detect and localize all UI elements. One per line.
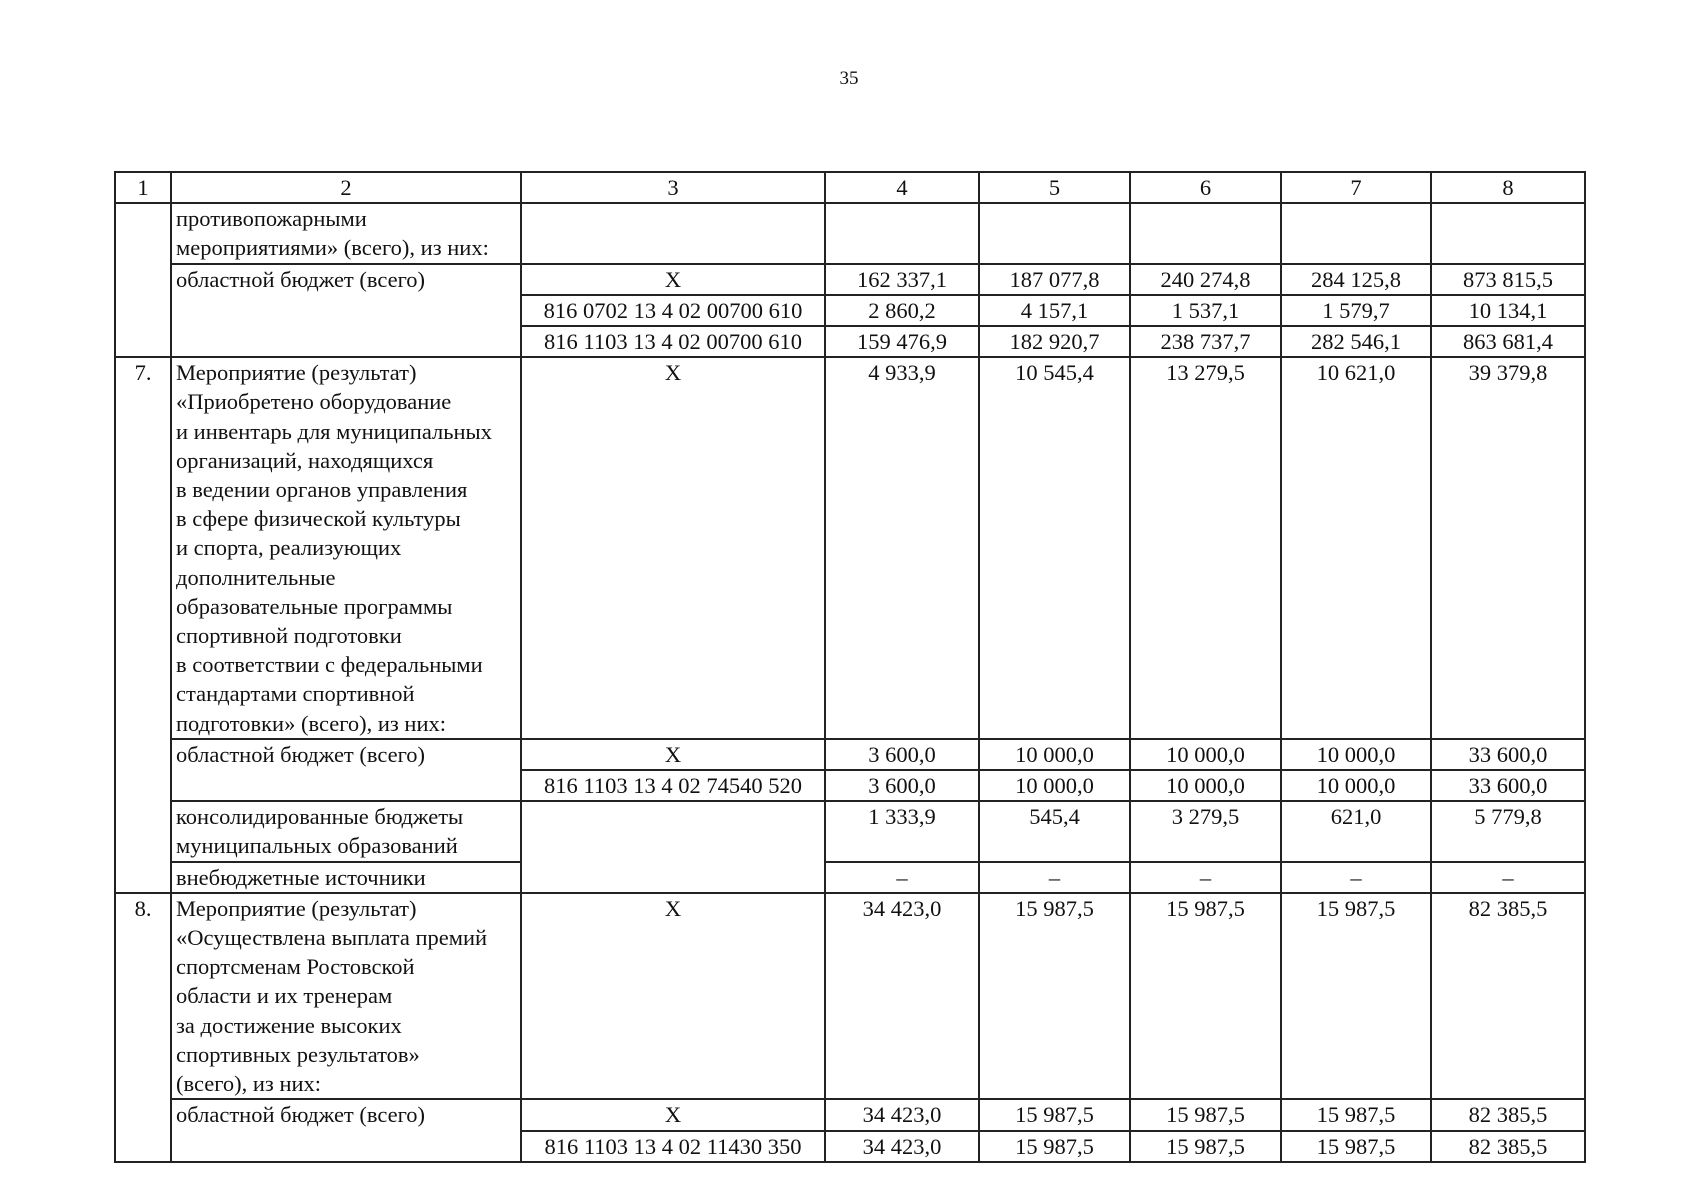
- value-cell: 15 987,5: [1281, 1131, 1431, 1162]
- row-code: X: [521, 893, 825, 1099]
- value-cell: 5 779,8: [1431, 801, 1585, 861]
- table-row: [115, 326, 1585, 357]
- row-number: [115, 1099, 171, 1130]
- row-name: [171, 770, 521, 801]
- value-cell: 4 157,1: [979, 295, 1130, 326]
- value-cell: 33 600,0: [1431, 770, 1585, 801]
- row-code: X: [521, 264, 825, 295]
- value-cell: 39 379,8: [1431, 357, 1585, 739]
- value-cell: 284 125,8: [1281, 264, 1431, 295]
- value-cell: 1 333,9: [825, 801, 979, 861]
- row-name: [171, 326, 521, 357]
- row-code: 816 1103 13 4 02 11430 350: [521, 1131, 825, 1162]
- row-name: внебюджетные источники: [171, 862, 521, 893]
- value-cell: 15 987,5: [1130, 893, 1281, 1099]
- value-cell: 13 279,5: [1130, 357, 1281, 739]
- value-cell: 15 987,5: [1130, 1099, 1281, 1130]
- header-cell: 7: [1281, 172, 1431, 203]
- row-code: 816 0702 13 4 02 00700 610: [521, 295, 825, 326]
- value-cell: 873 815,5: [1431, 264, 1585, 295]
- value-cell: –: [1281, 862, 1431, 893]
- value-cell: 15 987,5: [979, 893, 1130, 1099]
- table-row: [115, 203, 1585, 263]
- row-number: [115, 203, 171, 263]
- value-cell: 34 423,0: [825, 1099, 979, 1130]
- value-cell: 187 077,8: [979, 264, 1130, 295]
- value-cell: 3 279,5: [1130, 801, 1281, 861]
- value-cell: 545,4: [979, 801, 1130, 861]
- row-name: консолидированные бюджеты муниципальных образований: [171, 801, 521, 861]
- value-cell: 863 681,4: [1431, 326, 1585, 357]
- row-number: [115, 264, 171, 295]
- value-cell: 15 987,5: [1281, 1099, 1431, 1130]
- value-cell: 10 000,0: [1281, 739, 1431, 770]
- value-cell: –: [979, 862, 1130, 893]
- value-cell: 240 274,8: [1130, 264, 1281, 295]
- row-code: [521, 862, 825, 893]
- table-row: [115, 739, 1585, 770]
- row-number: [115, 295, 171, 326]
- value-cell: 15 987,5: [1281, 893, 1431, 1099]
- header-cell: 8: [1431, 172, 1585, 203]
- row-code: X: [521, 739, 825, 770]
- value-cell: [825, 203, 979, 263]
- value-cell: 82 385,5: [1431, 1099, 1585, 1130]
- value-cell: –: [1431, 862, 1585, 893]
- value-cell: 82 385,5: [1431, 893, 1585, 1099]
- value-cell: 2 860,2: [825, 295, 979, 326]
- value-cell: 282 546,1: [1281, 326, 1431, 357]
- row-code: 816 1103 13 4 02 00700 610: [521, 326, 825, 357]
- value-cell: [1281, 203, 1431, 263]
- value-cell: 10 000,0: [1130, 770, 1281, 801]
- value-cell: 15 987,5: [979, 1131, 1130, 1162]
- table-row: [115, 295, 1585, 326]
- row-number: [115, 770, 171, 801]
- row-name: [171, 295, 521, 326]
- value-cell: 10 000,0: [1281, 770, 1431, 801]
- value-cell: [1130, 203, 1281, 263]
- value-cell: 10 545,4: [979, 357, 1130, 739]
- value-cell: 10 621,0: [1281, 357, 1431, 739]
- row-code: 816 1103 13 4 02 74540 520: [521, 770, 825, 801]
- value-cell: 82 385,5: [1431, 1131, 1585, 1162]
- row-code: X: [521, 357, 825, 739]
- value-cell: 238 737,7: [1130, 326, 1281, 357]
- row-name: противопожарными мероприятиями» (всего), из них:: [171, 203, 521, 263]
- value-cell: 162 337,1: [825, 264, 979, 295]
- header-cell: 6: [1130, 172, 1281, 203]
- header-cell: 4: [825, 172, 979, 203]
- row-number: [115, 862, 171, 893]
- value-cell: –: [825, 862, 979, 893]
- table-row: [115, 1099, 1585, 1130]
- value-cell: 33 600,0: [1431, 739, 1585, 770]
- table-row: [115, 893, 1585, 1099]
- table-row: [115, 770, 1585, 801]
- header-cell: 2: [171, 172, 521, 203]
- value-cell: 10 134,1: [1431, 295, 1585, 326]
- value-cell: 159 476,9: [825, 326, 979, 357]
- row-name: Мероприятие (результат) «Осуществлена выплата премий спортсменам Ростовской области и их тренерам за достижение высоких спортивных результатов» (всего), из них:: [171, 893, 521, 1099]
- header-cell: 1: [115, 172, 171, 203]
- table-row: [115, 264, 1585, 295]
- value-cell: 3 600,0: [825, 739, 979, 770]
- value-cell: –: [1130, 862, 1281, 893]
- table-row: [115, 1131, 1585, 1162]
- header-row: [115, 172, 1585, 203]
- table-row: [115, 357, 1585, 739]
- value-cell: 15 987,5: [1130, 1131, 1281, 1162]
- value-cell: 10 000,0: [979, 739, 1130, 770]
- row-number: 8.: [115, 893, 171, 1099]
- value-cell: [979, 203, 1130, 263]
- header-cell: 5: [979, 172, 1130, 203]
- value-cell: 3 600,0: [825, 770, 979, 801]
- value-cell: 621,0: [1281, 801, 1431, 861]
- header-cell: 3: [521, 172, 825, 203]
- row-name: областной бюджет (всего): [171, 1099, 521, 1130]
- value-cell: 182 920,7: [979, 326, 1130, 357]
- table-row: [115, 801, 1585, 861]
- row-code: X: [521, 1099, 825, 1130]
- value-cell: [1431, 203, 1585, 263]
- row-number: [115, 801, 171, 861]
- page-number: 35: [839, 68, 859, 89]
- row-number: [115, 739, 171, 770]
- row-name: [171, 1131, 521, 1162]
- row-number: [115, 326, 171, 357]
- row-number: [115, 1131, 171, 1162]
- value-cell: 34 423,0: [825, 893, 979, 1099]
- row-name: Мероприятие (результат) «Приобретено оборудование и инвентарь для муниципальных организаций, находящихся в ведении органов управления в сфере физической культуры и спорта, реализующих дополнительные образовательные программы спортивной подготовки в соответствии с федеральными стандартами спортивной подготовки» (всего), из них:: [171, 357, 521, 739]
- value-cell: 10 000,0: [979, 770, 1130, 801]
- value-cell: 10 000,0: [1130, 739, 1281, 770]
- row-code: [521, 203, 825, 263]
- row-name: областной бюджет (всего): [171, 739, 521, 770]
- row-code: [521, 801, 825, 861]
- table-row: [115, 862, 1585, 893]
- value-cell: 34 423,0: [825, 1131, 979, 1162]
- value-cell: 1 537,1: [1130, 295, 1281, 326]
- value-cell: 1 579,7: [1281, 295, 1431, 326]
- budget-table: [114, 171, 1586, 1163]
- row-name: областной бюджет (всего): [171, 264, 521, 295]
- value-cell: 4 933,9: [825, 357, 979, 739]
- value-cell: 15 987,5: [979, 1099, 1130, 1130]
- row-number: 7.: [115, 357, 171, 739]
